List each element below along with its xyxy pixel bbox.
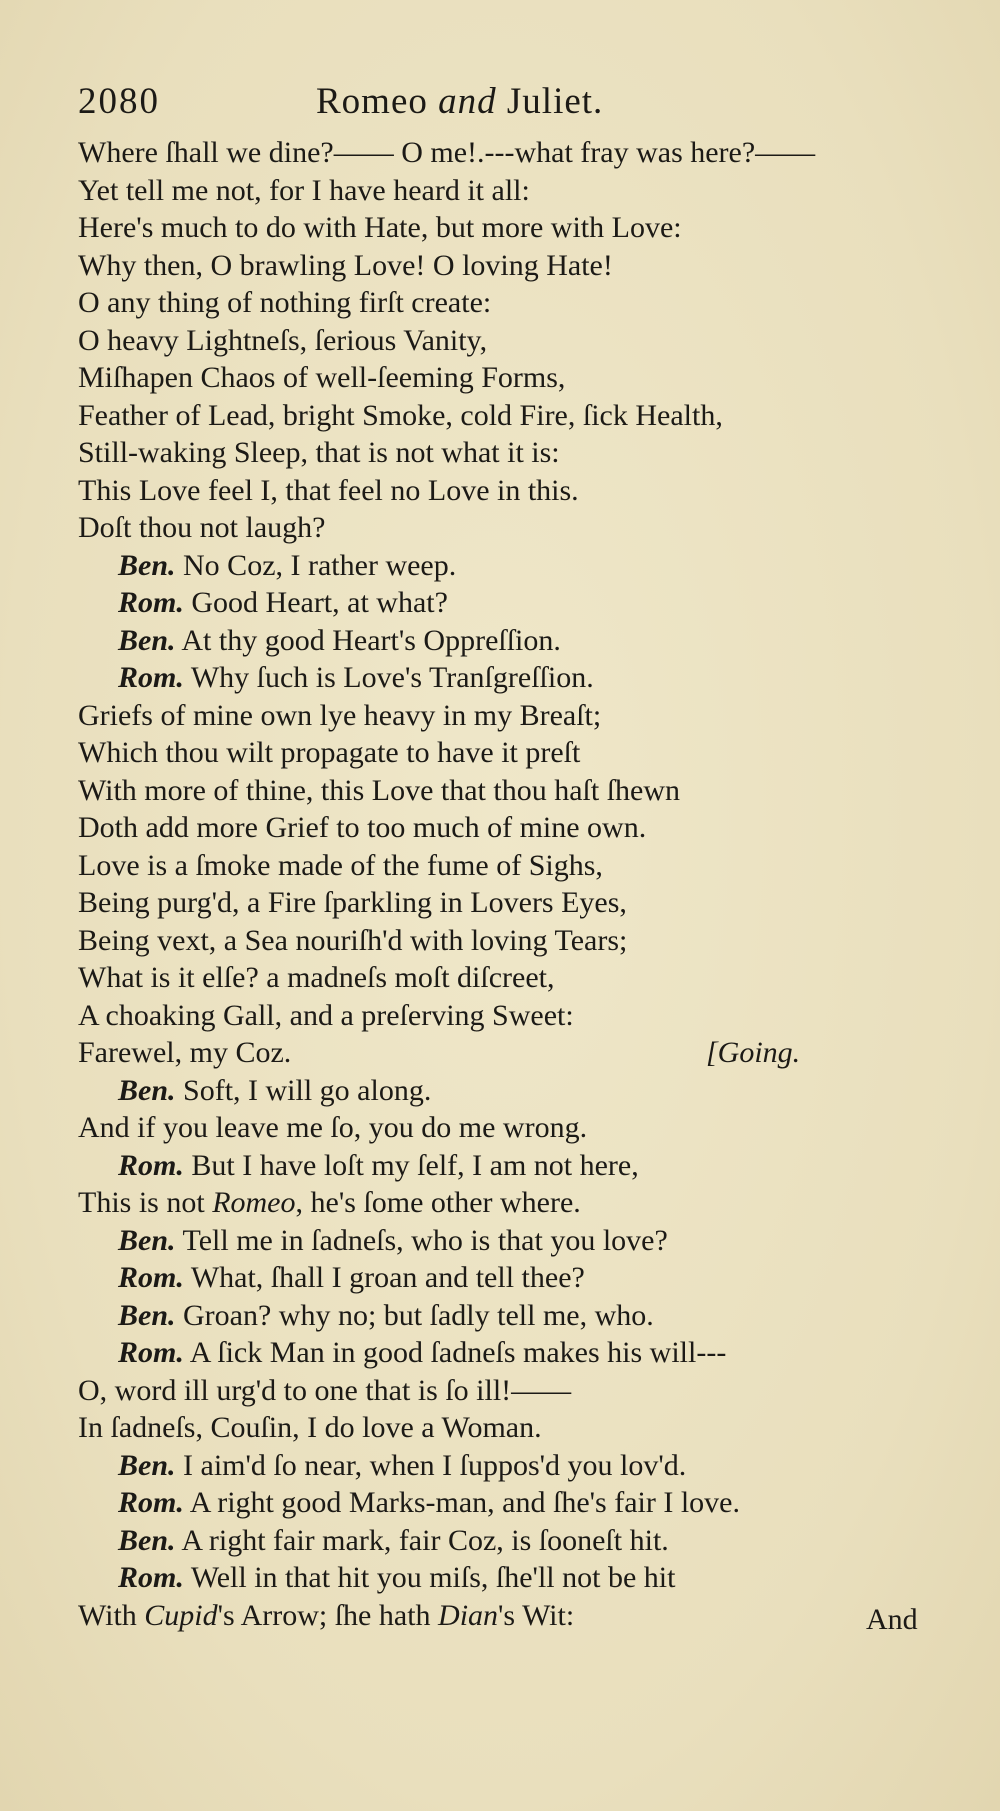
verse-line [78, 1372, 958, 1410]
speech-line [78, 1522, 958, 1560]
line-text: A choaking Gall, and a preſerving Sweet: [78, 998, 574, 1032]
line-text: Being purg'd, a Fire ſparkling in Lovers Eyes, [78, 886, 627, 919]
line-text-cont: 's Wit: [498, 1598, 575, 1632]
speech-line [78, 1297, 958, 1335]
line-text: With more of thine, this Love that thou haſt ſhewn [78, 773, 681, 807]
play-text [78, 134, 958, 1634]
speech-line [78, 1334, 958, 1372]
line-text: A right good Marks-man, and ſhe's fair I love. [189, 1486, 741, 1519]
verse-line [78, 884, 958, 922]
stage-direction: [Going. [706, 1036, 801, 1069]
speech-line [78, 1259, 958, 1297]
verse-line [78, 134, 958, 172]
speaker-name: Rom. [118, 1561, 184, 1594]
verse-line [78, 209, 958, 247]
line-text: Being vext, a Sea nouriſh'd with loving Tears; [78, 923, 628, 957]
speaker-name: Ben. [118, 1523, 176, 1557]
line-text: Feather of Lead, bright Smoke, cold Fire, ſick Health, [78, 398, 723, 432]
line-text: Why then, O brawling Love! O loving Hate! [78, 248, 613, 282]
line-text: Here's much to do with Hate, but more with Love: [78, 211, 682, 244]
speaker-name: Rom. [118, 586, 184, 619]
line-text: Where ſhall we dine?—— O me!.---what fray was here?—— [78, 136, 816, 169]
speaker-name: Ben. [118, 1073, 176, 1107]
speaker-name: Ben. [118, 1223, 176, 1257]
line-text: I aim'd ſo near, when I ſuppos'd you lov'd. [183, 1448, 687, 1482]
page-header [78, 80, 938, 130]
line-text: Groan? why no; but ſadly tell me, who. [183, 1298, 654, 1332]
line-text: Why ſuch is Love's Tranſgreſſion. [190, 661, 594, 694]
line-text: With [78, 1598, 145, 1632]
verse-line [78, 322, 958, 360]
verse-line [78, 247, 958, 285]
speaker-name: Rom. [118, 1261, 184, 1294]
verse-line [78, 1409, 958, 1447]
running-title-pre: Romeo [316, 81, 439, 122]
speech-line [78, 622, 958, 660]
line-text-cont: , he's ſome other where. [295, 1186, 581, 1219]
italic-name: Cupid [144, 1598, 218, 1632]
line-text: Which thou wilt propagate to have it preſt [78, 736, 581, 769]
line-text: A right fair mark, fair Coz, is ſooneſt hit. [181, 1523, 669, 1557]
verse-line [78, 1109, 958, 1147]
speech-line [78, 1559, 958, 1597]
verse-line [78, 509, 958, 547]
line-text: What, ſhall I groan and tell thee? [190, 1261, 585, 1294]
line-text: This is not [78, 1186, 213, 1219]
line-text: This Love feel I, that feel no Love in this. [78, 473, 579, 507]
verse-line [78, 284, 958, 322]
italic-name: Romeo [212, 1186, 296, 1219]
line-text: And if you leave me ſo, you do me wrong. [78, 1111, 588, 1144]
line-text: What is it elſe? a madneſs moſt diſcreet, [78, 961, 555, 994]
speech-line [78, 584, 958, 622]
speaker-name: Rom. [118, 661, 184, 694]
verse-line [78, 809, 958, 847]
line-text: In ſadneſs, Couſin, I do love a Woman. [78, 1411, 542, 1444]
speech-line [78, 1447, 958, 1485]
italic-name: Dian [438, 1598, 499, 1632]
verse-line [78, 359, 958, 397]
line-text: Farewel, my Coz. [78, 1036, 292, 1069]
page-number: 2080 [78, 81, 160, 122]
speech-line [78, 659, 958, 697]
line-text: No Coz, I rather weep. [183, 548, 457, 582]
line-text: O any thing of nothing firſt create: [78, 286, 492, 319]
line-text: Tell me in ſadneſs, who is that you love? [182, 1223, 668, 1257]
verse-line [78, 472, 958, 510]
line-text: O, word ill urg'd to one that is ſo ill!—— [78, 1373, 572, 1407]
verse-line [78, 697, 958, 735]
running-title-post: Juliet. [496, 81, 604, 122]
verse-line [78, 772, 958, 810]
line-text: Well in that hit you miſs, ſhe'll not be hit [190, 1561, 676, 1594]
speech-line [78, 1222, 958, 1260]
line-text: A ſick Man in good ſadneſs makes his will--- [189, 1336, 727, 1369]
verse-line [78, 959, 958, 997]
verse-line [78, 434, 958, 472]
line-text: Soft, I will go along. [183, 1073, 432, 1107]
line-text: O heavy Lightneſs, ſerious Vanity, [78, 323, 488, 357]
line-text: But I have loſt my ſelf, I am not here, [191, 1148, 639, 1182]
running-title [316, 80, 603, 123]
verse-line [78, 1184, 958, 1222]
line-text: Love is a ſmoke made of the fume of Sighs, [78, 848, 603, 882]
speaker-name: Rom. [118, 1486, 184, 1519]
speaker-name: Rom. [118, 1336, 184, 1369]
verse-line [78, 847, 958, 885]
verse-line [78, 734, 958, 772]
verse-line [78, 172, 958, 210]
catchword: And [866, 1603, 918, 1636]
line-text: Doſt thou not laugh? [78, 511, 326, 544]
verse-line [78, 997, 958, 1035]
speech-line [78, 1072, 958, 1110]
speech-line [78, 1484, 958, 1522]
verse-line [78, 1597, 958, 1635]
speaker-name: Ben. [118, 623, 176, 657]
running-title-and: and [438, 81, 497, 122]
speaker-name: Ben. [118, 1448, 176, 1482]
speaker-name: Ben. [118, 1298, 176, 1332]
line-text: At thy good Heart's Oppreſſion. [181, 623, 561, 657]
line-text: Doth add more Grief to too much of mine own. [78, 811, 647, 844]
line-text: Griefs of mine own lye heavy in my Breaſt; [78, 698, 602, 732]
speech-line [78, 547, 958, 585]
verse-line [78, 922, 958, 960]
line-text-cont: 's Arrow; ſhe hath [217, 1598, 439, 1632]
speaker-name: Rom. [118, 1148, 184, 1182]
line-text: Good Heart, at what? [191, 586, 448, 619]
verse-line [78, 397, 958, 435]
speech-line [78, 1147, 958, 1185]
speaker-name: Ben. [118, 548, 176, 582]
verse-line [78, 1034, 958, 1072]
line-text: Miſhapen Chaos of well-ſeeming Forms, [78, 361, 566, 394]
line-text: Still-waking Sleep, that is not what it is: [78, 436, 560, 469]
line-text: Yet tell me not, for I have heard it all: [78, 173, 530, 207]
